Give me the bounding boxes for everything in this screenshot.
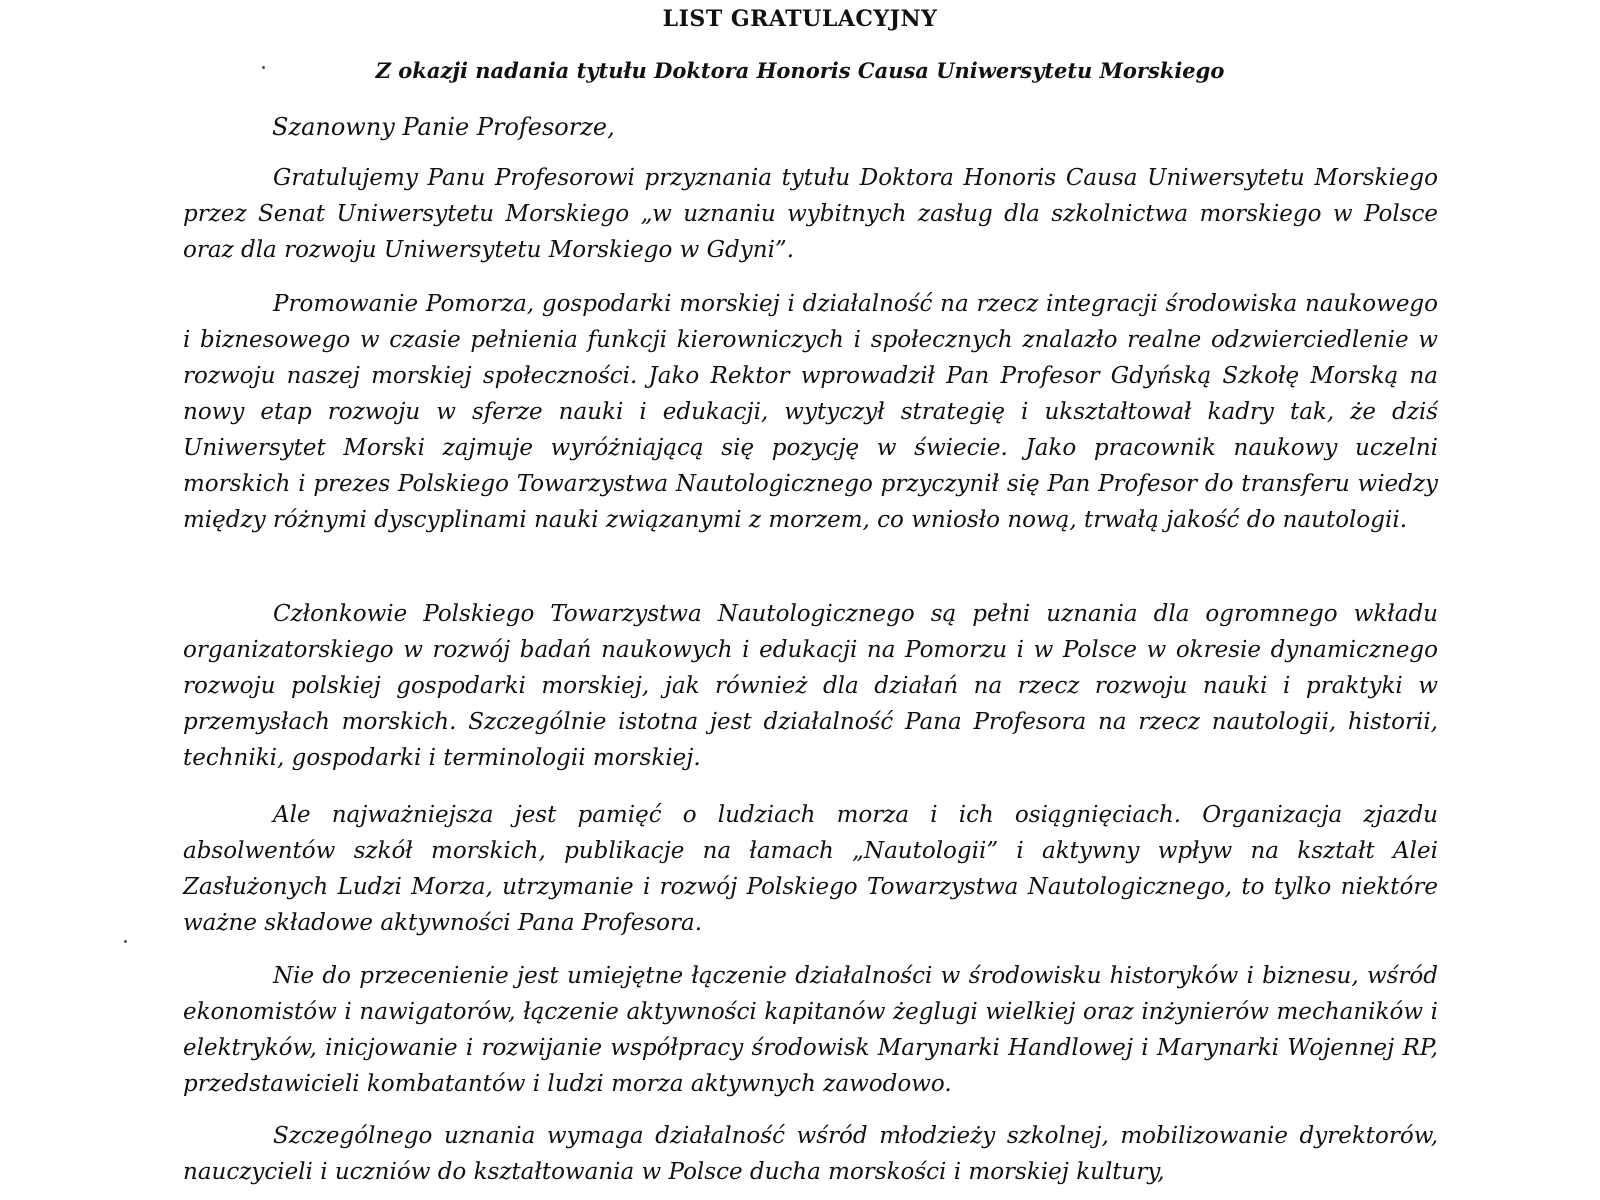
greeting: Szanowny Panie Profesorze, — [272, 113, 615, 141]
scan-speck — [262, 66, 265, 69]
paragraph-youth: Szczególnego uznania wymaga działalność wśród młodzieży szkolnej, mobilizowanie dyrektorów, nauczycieli i uczniów do kształtowania w Polsce ducha morskości i morskiej kultury, — [183, 1123, 1438, 1185]
paragraph-memory: Ale najważniejsza jest pamięć o ludziach morza i ich osiągnięciach. Organizacja zjazdu absolwentów szkół morskich, publikacje na łamach „Nautologii” i aktywny wpływ na kształt Alei Zasłużonych Ludzi Morza, utrzymanie i rozwój Polskiego Towarzystwa Nautologicznego, to tylko niektóre ważne składowe aktywności Pana Profesora. — [183, 802, 1438, 936]
document-title: LIST GRATULACYJNY — [662, 6, 938, 32]
scan-speck — [124, 940, 127, 943]
document-subtitle: Z okazji nadania tytułu Doktora Honoris Causa Uniwersytetu Morskiego — [375, 58, 1225, 83]
paragraph-achievements: Promowanie Pomorza, gospodarki morskiej i działalność na rzecz integracji środowiska naukowego i biznesowego w czasie pełnienia funkcji kierowniczych i społecznych znalazło realne odzwierciedlenie w rozwoju naszej morskiej społeczności. Jako Rektor wprowadził Pan Profesor Gdyńską Szkołę Morską na nowy etap rozwoju w sferze nauki i edukacji, wytyczył strategię i ukształtował kadry tak, że dziś Uniwersytet Morski zajmuje wyróżniającą się pozycję w świecie. Jako pracownik naukowy uczelni morskich i prezes Polskiego Towarzystwa Nautologicznego przyczynił się Pan Profesor do transferu wiedzy między różnymi dyscyplinami nauki związanymi z morzem, co wniosło nową, trwałą jakość do nautologii. — [183, 291, 1438, 533]
paragraph-cooperation: Nie do przecenienie jest umiejętne łączenie działalności w środowisku historyków i biznesu, wśród ekonomistów i nawigatorów, łączenie aktywności kapitanów żeglugi wielkiej oraz inżynierów mechaników i elektryków, inicjowanie i rozwijanie współpracy środowisk Marynarki Handlowej i Marynarki Wojennej RP, przedstawicieli kombatantów i ludzi morza aktywnych zawodowo. — [183, 963, 1438, 1097]
paragraph-congratulations: Gratulujemy Panu Profesorowi przyznania tytułu Doktora Honoris Causa Uniwersytetu Morskiego przez Senat Uniwersytetu Morskiego „w uznaniu wybitnych zasług dla szkolnictwa morskiego w Polsce oraz dla rozwoju Uniwersytetu Morskiego w Gdyni”. — [183, 165, 1438, 263]
paragraph-society-recognition: Członkowie Polskiego Towarzystwa Nautologicznego są pełni uznania dla ogromnego wkładu organizatorskiego w rozwój badań naukowych i edukacji na Pomorzu i w Polsce w okresie dynamicznego rozwoju polskiej gospodarki morskiej, jak również dla działań na rzecz rozwoju nauki i praktyki w przemysłach morskich. Szczególnie istotna jest działalność Pana Profesora na rzecz nautologii, historii, techniki, gospodarki i terminologii morskiej. — [183, 601, 1438, 771]
